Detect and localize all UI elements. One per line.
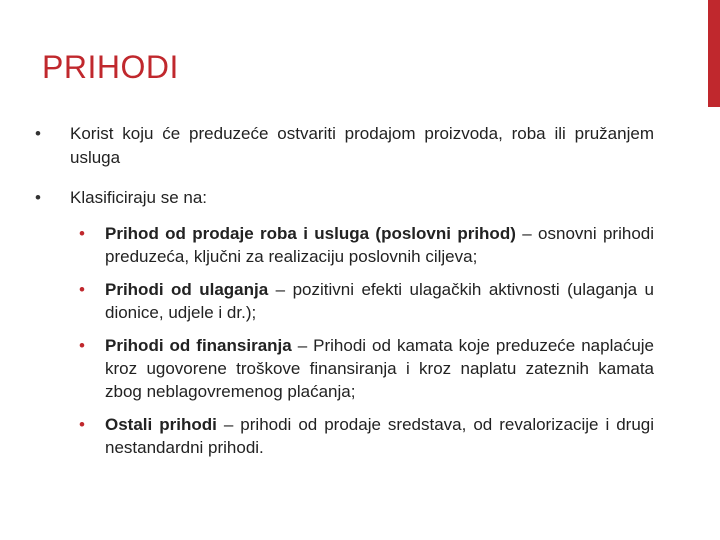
bullet-list	[30, 122, 654, 459]
sub-bullet-term: Prihod od prodaje roba i usluga (poslovni prihod)	[105, 224, 516, 243]
sub-bullet-separator: –	[291, 336, 314, 355]
bullet-item	[30, 186, 654, 459]
bullet-item	[30, 122, 654, 170]
sub-bullet-icon: •	[79, 336, 85, 355]
sub-bullet-icon: •	[79, 415, 85, 434]
sub-bullet-item	[70, 222, 654, 268]
sub-bullet-text: osnovni prihodi preduzeća, ključni za realizaciju poslovnih ciljeva;	[105, 224, 655, 266]
bullet-icon: •	[35, 124, 41, 143]
sub-bullet-icon: •	[79, 280, 85, 299]
sub-bullet-item	[70, 413, 654, 459]
sub-bullet-item	[70, 278, 654, 324]
bullet-icon: •	[35, 188, 41, 207]
sub-bullet-icon: •	[79, 224, 85, 243]
bullet-text: Korist koju će preduzeće ostvariti prodajom proizvoda, roba ili pružanjem usluga	[70, 124, 654, 167]
sub-bullet-separator: –	[216, 415, 241, 434]
sub-bullet-term: Ostali prihodi	[105, 415, 217, 434]
sub-bullet-text: prihodi od prodaje sredstava, od revalorizacije i drugi nestandardni prihodi.	[105, 415, 655, 457]
sub-bullet-text: pozitivni efekti ulagačkih aktivnosti (ulaganja u dionice, udjele i dr.);	[105, 280, 654, 322]
sub-bullet-separator: –	[268, 280, 293, 299]
accent-bar	[708, 0, 720, 107]
sub-bullet-term: Prihodi od ulaganja	[105, 280, 269, 299]
sub-bullet-term: Prihodi od finansiranja	[105, 336, 292, 355]
sub-bullet-item	[70, 334, 654, 403]
bullet-text: Klasificiraju se na:	[70, 188, 208, 207]
slide-content	[30, 122, 654, 475]
sub-bullet-list	[70, 222, 654, 459]
slide-title: PRIHODI	[42, 49, 179, 85]
sub-bullet-separator: –	[515, 224, 539, 243]
sub-bullet-text: Prihodi od kamata koje preduzeće naplaćuje kroz ugovorene troškove finansiranja i kroz naplatu zateznih kamata zbog neblagovremenog plaćanja;	[105, 336, 655, 401]
